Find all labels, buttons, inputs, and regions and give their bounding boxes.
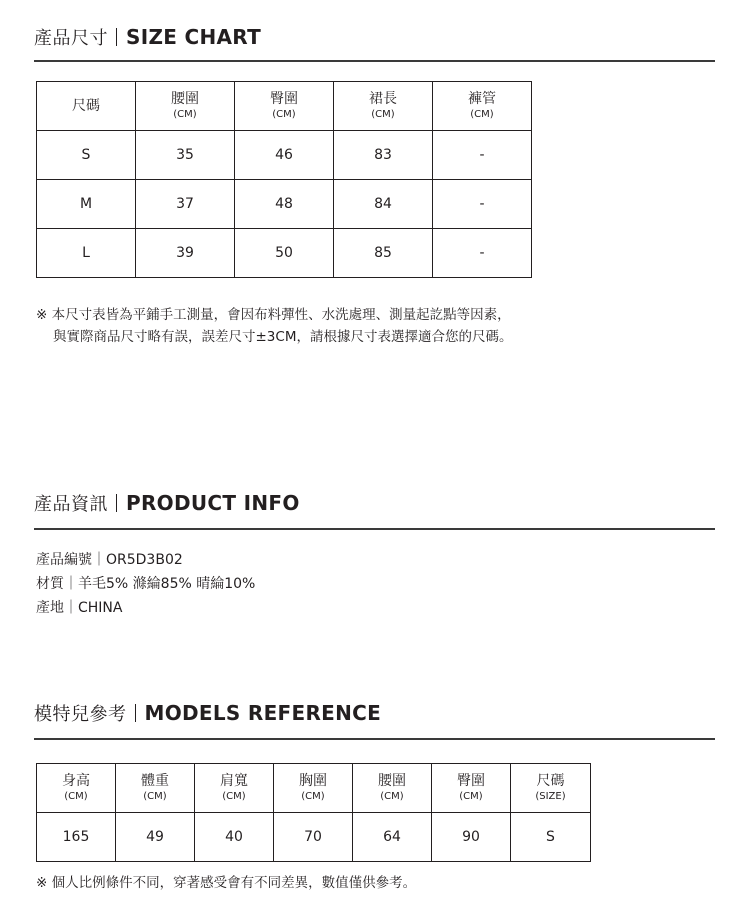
header-unit: (CM): [470, 109, 494, 120]
size-chart-table: [36, 81, 532, 278]
size-chart-header-cell: [334, 82, 433, 131]
header-unit: (CM): [380, 791, 404, 802]
table-cell: 64: [353, 813, 432, 862]
models-header-cell: [353, 764, 432, 813]
size-chart-header-row: [37, 82, 532, 131]
size-chart-header-cell: [37, 82, 136, 131]
table-cell: 70: [274, 813, 353, 862]
header-label: 尺碼: [536, 773, 565, 789]
section-divider: [34, 738, 715, 740]
size-chart-header-cell: [136, 82, 235, 131]
header-label: 裙長: [369, 91, 397, 107]
header-unit: (CM): [371, 109, 395, 120]
title-separator: [116, 494, 117, 512]
models-reference-table: [36, 763, 591, 862]
product-code: 產品編號｜OR5D3B02: [36, 552, 183, 568]
models-reference-title-en: MODELS REFERENCE: [144, 701, 382, 725]
size-chart-title-en: SIZE CHART: [126, 25, 262, 49]
header-label: 臀圍: [457, 773, 485, 789]
table-cell: 83: [334, 131, 433, 180]
header-label: 腰圍: [171, 91, 199, 107]
table-cell: 39: [136, 229, 235, 278]
product-info-title-zh: 產品資訊: [34, 494, 108, 515]
header-label: 身高: [62, 773, 90, 789]
table-cell: 85: [334, 229, 433, 278]
header-label: 尺碼: [72, 97, 100, 114]
models-header-cell: [116, 764, 195, 813]
section-divider: [34, 528, 715, 530]
table-cell: 40: [195, 813, 274, 862]
models-header-cell: [274, 764, 353, 813]
header-unit: (SIZE): [535, 791, 566, 802]
table-cell: 49: [116, 813, 195, 862]
header-label: 褲管: [468, 91, 496, 107]
size-chart-header-cell: [433, 82, 532, 131]
table-cell: 37: [136, 180, 235, 229]
product-material: 材質｜羊毛5% 滌綸85% 晴綸10%: [36, 576, 256, 592]
title-separator: [116, 28, 117, 46]
table-cell: 50: [235, 229, 334, 278]
table-cell: S: [511, 813, 591, 862]
size-chart-title-zh: 產品尺寸: [34, 28, 108, 49]
size-chart-note-line: ※ 本尺寸表皆為平鋪手工測量，會因布料彈性、水洗處理、測量起訖點等因素，: [36, 307, 511, 323]
models-header-cell: [195, 764, 274, 813]
table-cell: S: [37, 131, 136, 180]
table-row: [37, 131, 532, 180]
table-cell: 90: [432, 813, 511, 862]
header-unit: (CM): [173, 109, 197, 120]
header-unit: (CM): [272, 109, 296, 120]
size-chart-title: [34, 25, 261, 49]
models-header-cell: [37, 764, 116, 813]
table-cell: M: [37, 180, 136, 229]
models-reference-title-zh: 模特兒參考: [34, 704, 127, 725]
models-header-row: [37, 764, 591, 813]
models-header-cell: [511, 764, 591, 813]
table-row: [37, 180, 532, 229]
size-chart-note-line: 與實際商品尺寸略有誤，誤差尺寸±3CM，請根據尺寸表選擇適合您的尺碼。: [53, 329, 513, 345]
title-separator: [135, 704, 136, 722]
header-unit: (CM): [64, 791, 88, 802]
table-cell: -: [433, 180, 532, 229]
product-info-title: [34, 491, 300, 515]
table-cell: 48: [235, 180, 334, 229]
table-cell: 84: [334, 180, 433, 229]
header-label: 腰圍: [378, 773, 406, 789]
header-unit: (CM): [301, 791, 325, 802]
table-cell: -: [433, 229, 532, 278]
header-label: 胸圍: [299, 773, 327, 789]
table-row: [37, 229, 532, 278]
header-unit: (CM): [143, 791, 167, 802]
header-label: 肩寬: [220, 773, 248, 789]
product-origin: 產地｜CHINA: [36, 600, 123, 616]
table-cell: 35: [136, 131, 235, 180]
header-unit: (CM): [222, 791, 246, 802]
section-divider: [34, 60, 715, 62]
product-info-title-en: PRODUCT INFO: [126, 491, 300, 515]
table-row: [37, 813, 591, 862]
table-cell: -: [433, 131, 532, 180]
models-reference-title: [34, 701, 381, 725]
size-chart-header-cell: [235, 82, 334, 131]
header-label: 臀圍: [270, 91, 298, 107]
product-info-list: [36, 548, 255, 620]
size-chart-note: [36, 304, 512, 348]
header-label: 體重: [141, 773, 169, 789]
table-cell: L: [37, 229, 136, 278]
models-reference-note: ※ 個人比例條件不同，穿著感受會有不同差異，數值僅供參考。: [36, 875, 417, 891]
table-cell: 46: [235, 131, 334, 180]
table-cell: 165: [37, 813, 116, 862]
models-header-cell: [432, 764, 511, 813]
header-unit: (CM): [459, 791, 483, 802]
